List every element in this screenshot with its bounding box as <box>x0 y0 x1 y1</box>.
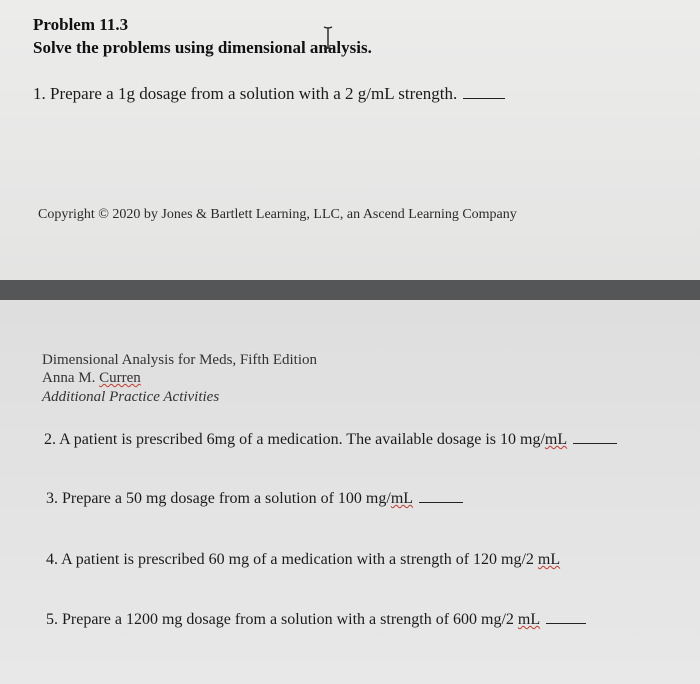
answer-blank-3[interactable] <box>419 501 463 503</box>
problem-instructions: Solve the problems using dimensional analysis. <box>33 38 372 57</box>
question-3-text: 3. Prepare a 50 mg dosage from a solution of 100 mg/ <box>46 490 391 507</box>
author-surname: Curren <box>99 370 141 386</box>
question-4-unit: mL <box>537 551 561 568</box>
page-divider <box>0 280 700 300</box>
question-3 <box>46 490 463 508</box>
text-cursor-icon <box>322 26 334 50</box>
problem-title: Problem 11.3 <box>33 15 129 34</box>
answer-blank-2[interactable] <box>573 442 617 444</box>
question-2-text: 2. A patient is prescribed 6mg of a medication. The available dosage is 10 mg/ <box>44 431 545 448</box>
book-title: Dimensional Analysis for Meds, Fifth Edition <box>42 352 317 368</box>
copyright-notice: Copyright © 2020 by Jones & Bartlett Learning, LLC, an Ascend Learning Company <box>38 207 517 222</box>
question-1-text: 1. Prepare a 1g dosage from a solution with a 2 g/mL strength. <box>33 84 458 103</box>
answer-blank-5[interactable] <box>546 622 586 624</box>
question-1 <box>33 84 505 104</box>
question-2 <box>44 431 617 449</box>
activities-label: Additional Practice Activities <box>42 389 220 405</box>
answer-blank-1[interactable] <box>463 97 505 99</box>
question-2-unit: mL <box>544 431 568 448</box>
author-first-name: Anna M. <box>42 370 100 386</box>
question-5-unit: mL <box>517 611 541 628</box>
question-3-unit: mL <box>390 490 414 507</box>
question-4 <box>46 551 560 569</box>
question-5 <box>46 611 586 629</box>
book-author <box>42 370 141 387</box>
question-5-text: 5. Prepare a 1200 mg dosage from a solution with a strength of 600 mg/2 <box>46 611 518 628</box>
question-4-text: 4. A patient is prescribed 60 mg of a medication with a strength of 120 mg/2 <box>46 551 538 568</box>
